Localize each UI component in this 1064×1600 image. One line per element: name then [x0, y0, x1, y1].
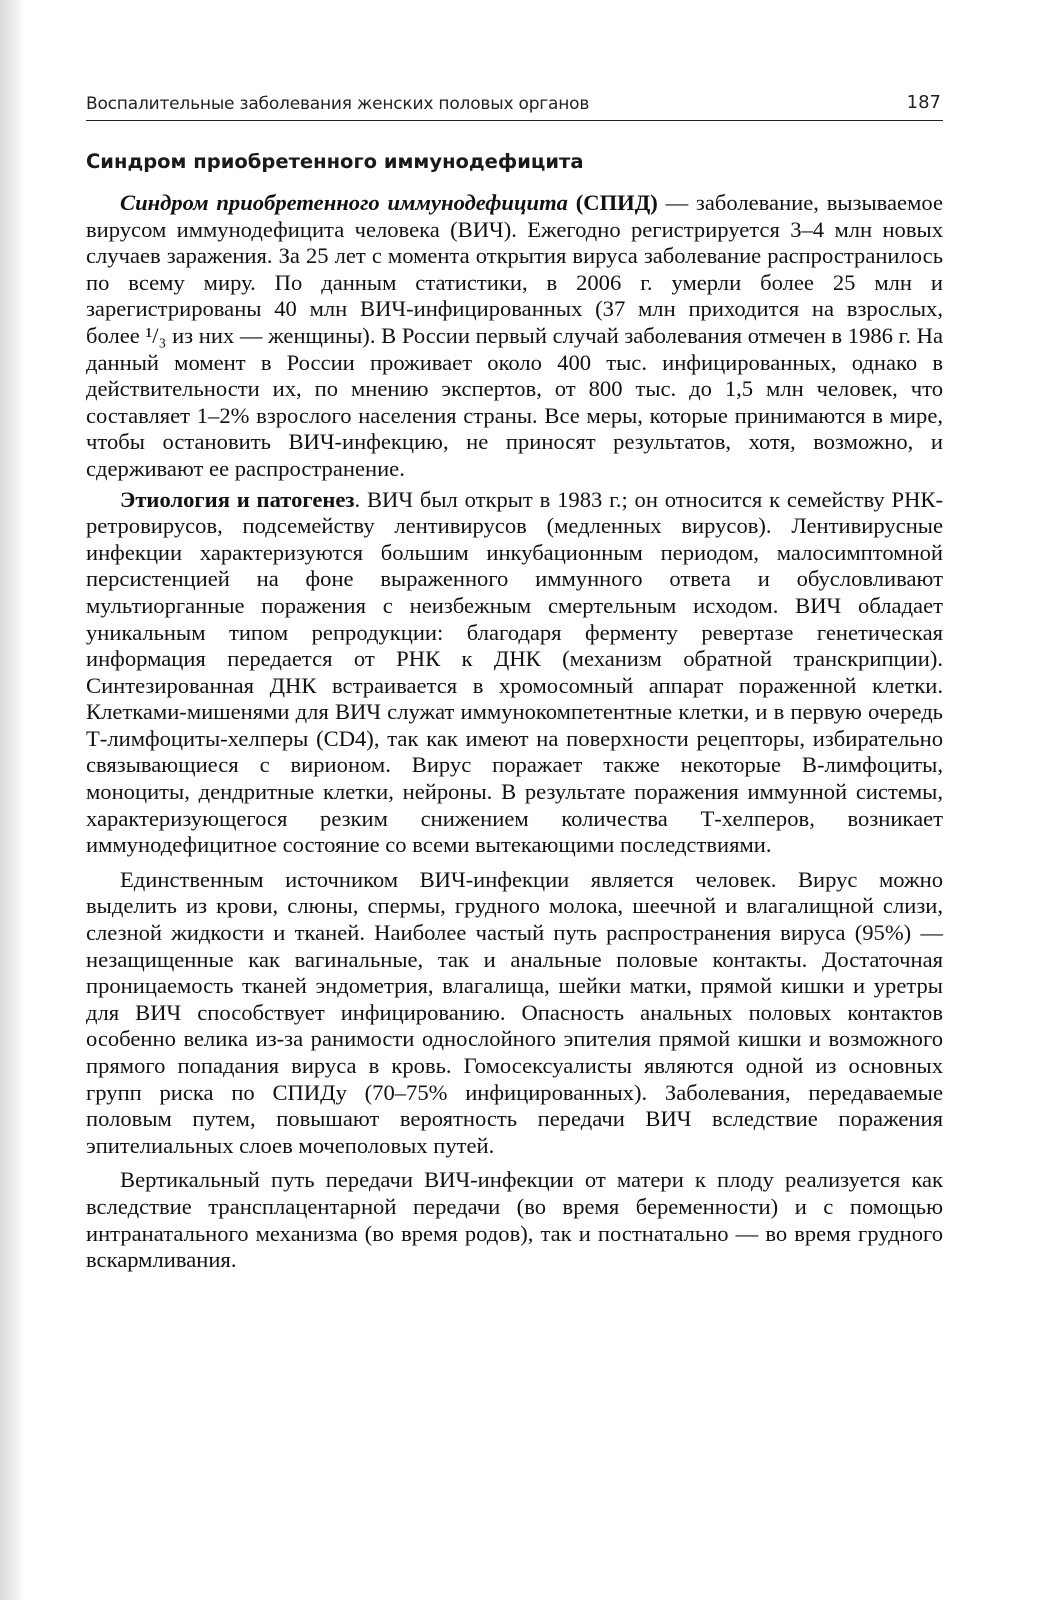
paragraph-definition: [86, 190, 943, 483]
body-text: [86, 190, 943, 1274]
paragraph-lead: Этиология и патогенез: [120, 486, 355, 512]
fraction: ¹/₃: [145, 322, 167, 348]
paragraph-text: Единственным источником ВИЧ-инфекции является человек. Вирус можно выделить из крови, слюны, спермы, грудного молока, шеечной и влагалищной слизи, слезной жидкости и тканей. Наиболее частый путь распространения вируса (95%) — незащищенные как вагинальные, так и анальные половые контакты. Достаточная проницаемость тканей эндометрия, влагалища, шейки матки, прямой кишки и уретры для ВИЧ способствует инфицированию. Опасность анальных половых контактов особенно велика из-за ранимости однослойного эпителия прямой кишки и возможного прямого попадания вируса в кровь. Гомосексуалисты являются одной из основных групп риска по СПИДу (70–75% инфицированных). Заболевания, передаваемые половым путем, повышают вероятность передачи ВИЧ вследствие поражения эпителиальных слоев мочеполовых путей.: [86, 866, 943, 1158]
abbreviation: (СПИД): [575, 190, 658, 215]
paragraph-text: . ВИЧ был открыт в 1983 г.; он относится к семейству РНК-ретровирусов, подсемейству лентивирусов (медленных вирусов). Лентивирусные инфекции характеризуются большим инкубационным периодом, малосимптомной персистенцией на фоне выраженного иммунного ответа и обусловливают мультиорганные поражения с неизбежным смертельным исходом. ВИЧ обладает уникальным типом репродукции: благодаря ферменту ревертазе генетическая информация передается от РНК к ДНК (механизм обратной транскрипции). Синтезированная ДНК встраивается в хромосомный аппарат пораженной клетки. Клетками-мишенями для ВИЧ служат иммунокомпетентные клетки, и в первую очередь Т-лимфоциты-хелперы (CD4), так как имеют на поверхности рецепторы, избирательно связывающиеся с вирионом. Вирус поражает также некоторые В-лимфоциты, моноциты, дендритные клетки, нейроны. В результате поражения иммунной системы, характеризующегося резким снижением количества Т-хелперов, возникает иммунодефицитное состояние со всеми вытекающими последствиями.: [86, 486, 943, 858]
paragraph-vertical-transmission: [86, 1167, 943, 1273]
page-edge-shadow: [0, 0, 24, 1600]
paragraph-text: Вертикальный путь передачи ВИЧ-инфекции от матери к плоду реализуется как вследствие трансплацентарной передачи (во время беременности) и с помощью интранатального механизма (во время родов), так и постнатально — во время грудного вскармливания.: [86, 1167, 943, 1273]
defined-term: Синдром приобретенного иммунодефицита: [120, 190, 568, 215]
paragraph-text: — заболевание, вызываемое вирусом иммунодефицита человека (ВИЧ). Ежегодно регистрируется 3–4 млн новых случаев заражения. За 25 лет с момента открытия вируса заболевание распространилось по всему миру. По данным статистики, в 2006 г. умерли более 25 млн и зарегистрированы 40 млн ВИЧ-инфицированных (37 млн приходится на взрослых, более: [86, 190, 943, 348]
paragraph-transmission: [86, 867, 943, 1160]
paragraph-etiology: [86, 487, 943, 859]
paragraph-text: из них — женщины). В России первый случай заболевания отмечен в 1986 г. На данный момент в России проживает около 400 тыс. инфицированных, однако в действительности их, по мнению экспертов, от 800 тыс. до 1,5 млн человек, что составляет 1–2% взрослого населения страны. Все меры, которые принимаются в мире, чтобы остановить ВИЧ-инфекцию, не приносят результатов, хотя, возможно, и сдерживают ее распространение.: [86, 322, 943, 481]
section-title: Синдром приобретенного иммунодефицита: [86, 150, 584, 173]
running-title: Воспалительные заболевания женских половых органов: [86, 94, 590, 114]
running-header: [86, 92, 943, 121]
page-number: 187: [906, 92, 941, 113]
